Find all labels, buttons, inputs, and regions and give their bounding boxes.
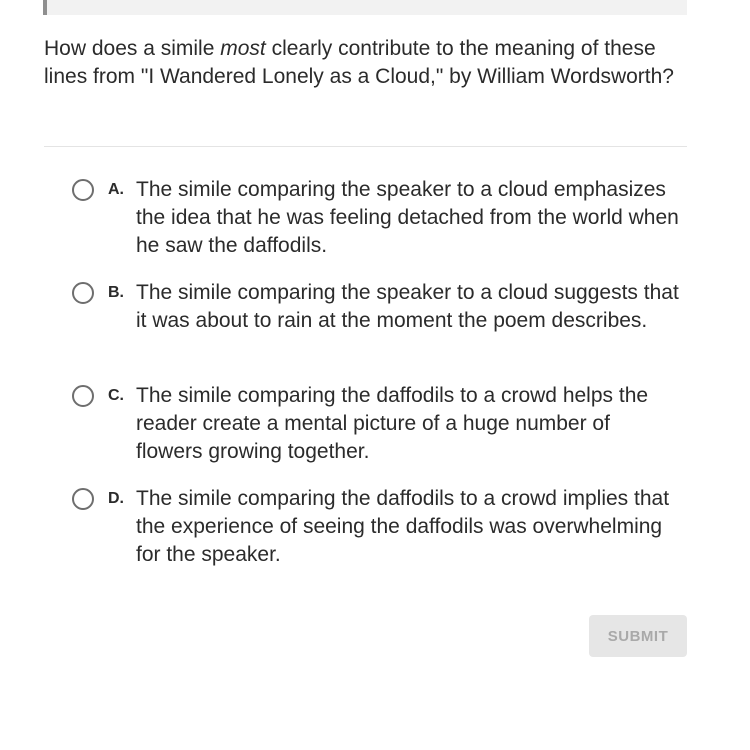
submit-button[interactable]: SUBMIT xyxy=(589,615,687,657)
choice-a-text: The simile comparing the speaker to a cloud emphasizes the idea that he was feeling detached from the world when he saw the daffodils. xyxy=(136,178,679,257)
choice-c-letter: C. xyxy=(108,387,124,404)
radio-button-a[interactable] xyxy=(72,179,94,201)
choice-b[interactable] xyxy=(70,279,690,335)
choice-d-text: The simile comparing the daffodils to a crowd implies that the experience of seeing the daffodils was overwhelming for the speaker. xyxy=(136,487,670,566)
choice-c-text: The simile comparing the daffodils to a crowd helps the reader create a mental picture of a huge number of flowers growing together. xyxy=(136,384,649,463)
choice-d[interactable] xyxy=(70,485,690,569)
question-text xyxy=(44,35,684,91)
question-text-start: How does a simile xyxy=(44,37,221,60)
radio-button-c[interactable] xyxy=(72,385,94,407)
divider xyxy=(44,146,687,147)
choice-c[interactable] xyxy=(70,382,690,466)
choice-a[interactable] xyxy=(70,176,690,260)
radio-button-d[interactable] xyxy=(72,488,94,510)
radio-button-b[interactable] xyxy=(72,282,94,304)
choice-a-letter: A. xyxy=(108,181,124,198)
passage-box xyxy=(43,0,687,15)
choice-d-letter: D. xyxy=(108,490,124,507)
question-emphasis: most xyxy=(220,37,266,60)
choice-b-letter: B. xyxy=(108,284,124,301)
question-text-end: clearly contribute to the meaning of these lines from "I Wandered Lonely as a Cloud," by William Wordsworth? xyxy=(44,37,674,88)
choice-b-text: The simile comparing the speaker to a cloud suggests that it was about to rain at the moment the poem describes. xyxy=(136,281,679,332)
